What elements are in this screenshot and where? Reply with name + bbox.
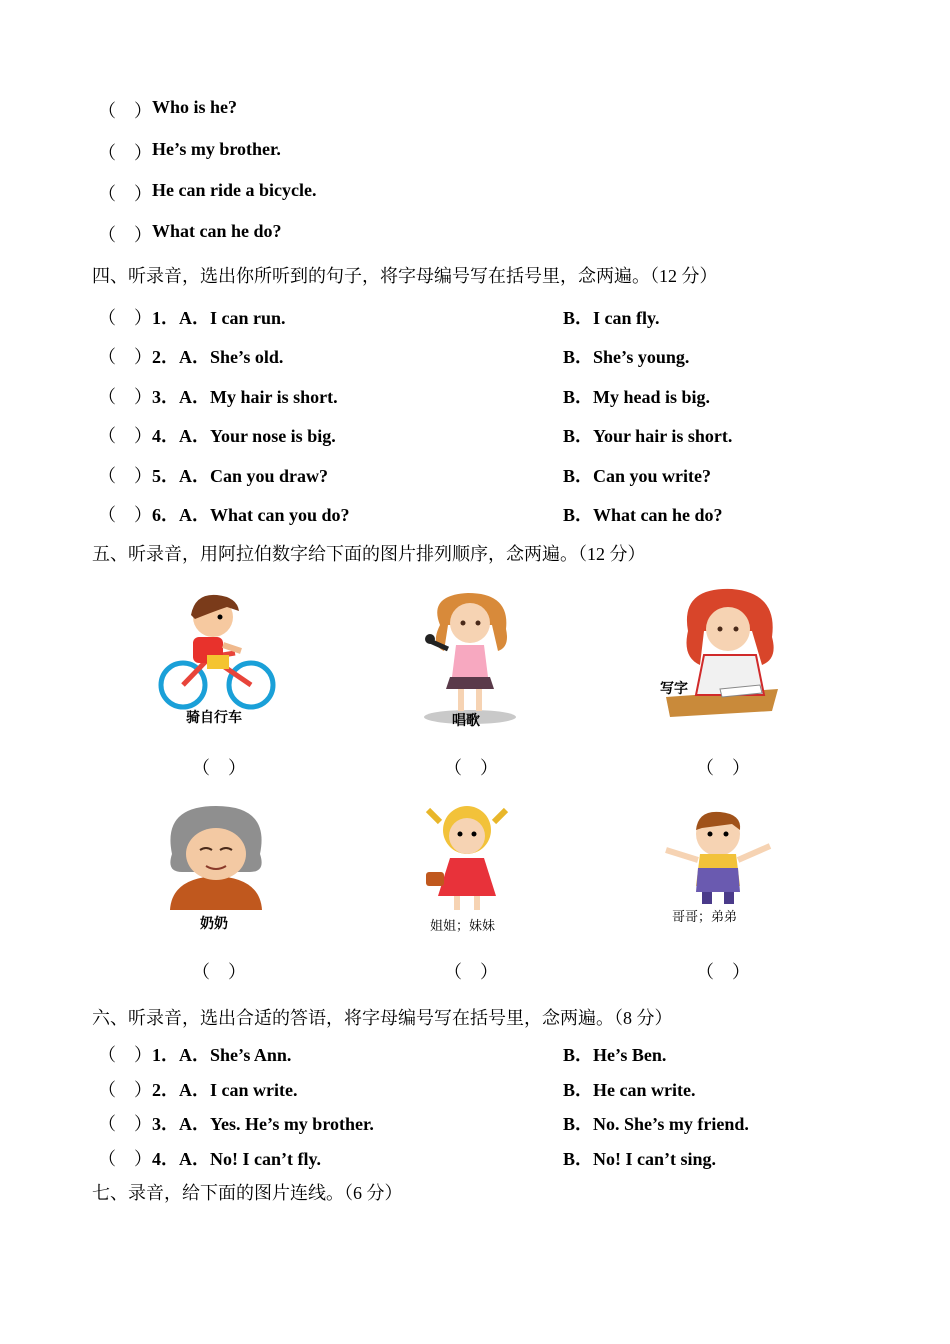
answer-paren: （ ）	[98, 308, 152, 328]
option-a: 4．A．No! I can’t fly.	[152, 1149, 321, 1169]
sec3-sentence: He can ride a bicycle.	[152, 180, 317, 200]
section-7-heading: 七、录音，给下面的图片连线。（6 分）	[92, 1183, 403, 1203]
girl-writing-icon	[660, 585, 785, 725]
answer-paren: （ ）	[98, 347, 152, 367]
option-a: 3．A．My hair is short.	[152, 387, 338, 407]
option-a: 2．A．I can write.	[152, 1080, 298, 1100]
girl-singing-icon	[418, 585, 523, 725]
grandma-icon	[162, 802, 270, 910]
answer-paren: （ ）	[98, 143, 152, 163]
sec3-sentence: What can he do?	[152, 221, 282, 241]
option-a: 4．A．Your nose is big.	[152, 426, 336, 446]
option-a: 1．A．She’s Ann.	[152, 1045, 292, 1065]
option-b: B．Can you write?	[563, 466, 711, 486]
option-a: 2．A．She’s old.	[152, 347, 284, 367]
order-answer-blank[interactable]: （ ）	[696, 758, 750, 778]
order-answer-blank[interactable]: （ ）	[192, 758, 246, 778]
answer-paren: （ ）	[98, 101, 152, 121]
answer-paren: （ ）	[98, 1045, 152, 1065]
answer-paren: （ ）	[98, 1080, 152, 1100]
picture-caption: 骑自行车	[186, 710, 242, 726]
little-girl-icon	[420, 802, 515, 914]
order-answer-blank[interactable]: （ ）	[192, 962, 246, 982]
option-b: B．What can he do?	[563, 505, 723, 525]
option-b: B．He can write.	[563, 1080, 696, 1100]
option-b: B．He’s Ben.	[563, 1045, 667, 1065]
option-b: B．No. She’s my friend.	[563, 1114, 749, 1134]
answer-paren: （ ）	[98, 1149, 152, 1169]
picture-caption: 姐姐；妹妹	[430, 919, 496, 934]
answer-paren: （ ）	[98, 1114, 152, 1134]
option-b: B．No! I can’t sing.	[563, 1149, 717, 1169]
option-a: 1．A．I can run.	[152, 308, 286, 328]
answer-paren: （ ）	[98, 466, 152, 486]
option-a: 3．A．Yes. He’s my brother.	[152, 1114, 374, 1134]
option-a: 5．A．Can you draw?	[152, 466, 329, 486]
picture-caption: 写字	[660, 681, 688, 697]
answer-paren: （ ）	[98, 505, 152, 525]
section-5-heading: 五、听录音，用阿拉伯数字给下面的图片排列顺序，念两遍。（12 分）	[92, 544, 646, 564]
little-boy-icon	[662, 808, 774, 908]
option-b: B．I can fly.	[563, 308, 660, 328]
picture-caption: 奶奶	[200, 916, 228, 932]
order-answer-blank[interactable]: （ ）	[696, 962, 750, 982]
answer-paren: （ ）	[98, 426, 152, 446]
option-b: B．My head is big.	[563, 387, 711, 407]
section-4-heading: 四、听录音，选出你所听到的句子，将字母编号写在括号里，念两遍。（12 分）	[92, 266, 718, 286]
answer-paren: （ ）	[98, 387, 152, 407]
option-b: B．She’s young.	[563, 347, 690, 367]
sec3-sentence: Who is he?	[152, 97, 238, 117]
section-6-heading: 六、听录音，选出合适的答语，将字母编号写在括号里，念两遍。（8 分）	[92, 1008, 673, 1028]
option-b: B．Your hair is short.	[563, 426, 733, 446]
order-answer-blank[interactable]: （ ）	[444, 962, 498, 982]
boy-riding-bicycle-icon	[155, 585, 280, 715]
picture-caption: 哥哥；弟弟	[672, 910, 738, 925]
answer-paren: （ ）	[98, 225, 152, 245]
sec3-sentence: He’s my brother.	[152, 139, 281, 159]
answer-paren: （ ）	[98, 184, 152, 204]
order-answer-blank[interactable]: （ ）	[444, 758, 498, 778]
option-a: 6．A．What can you do?	[152, 505, 350, 525]
picture-caption: 唱歌	[452, 713, 480, 729]
